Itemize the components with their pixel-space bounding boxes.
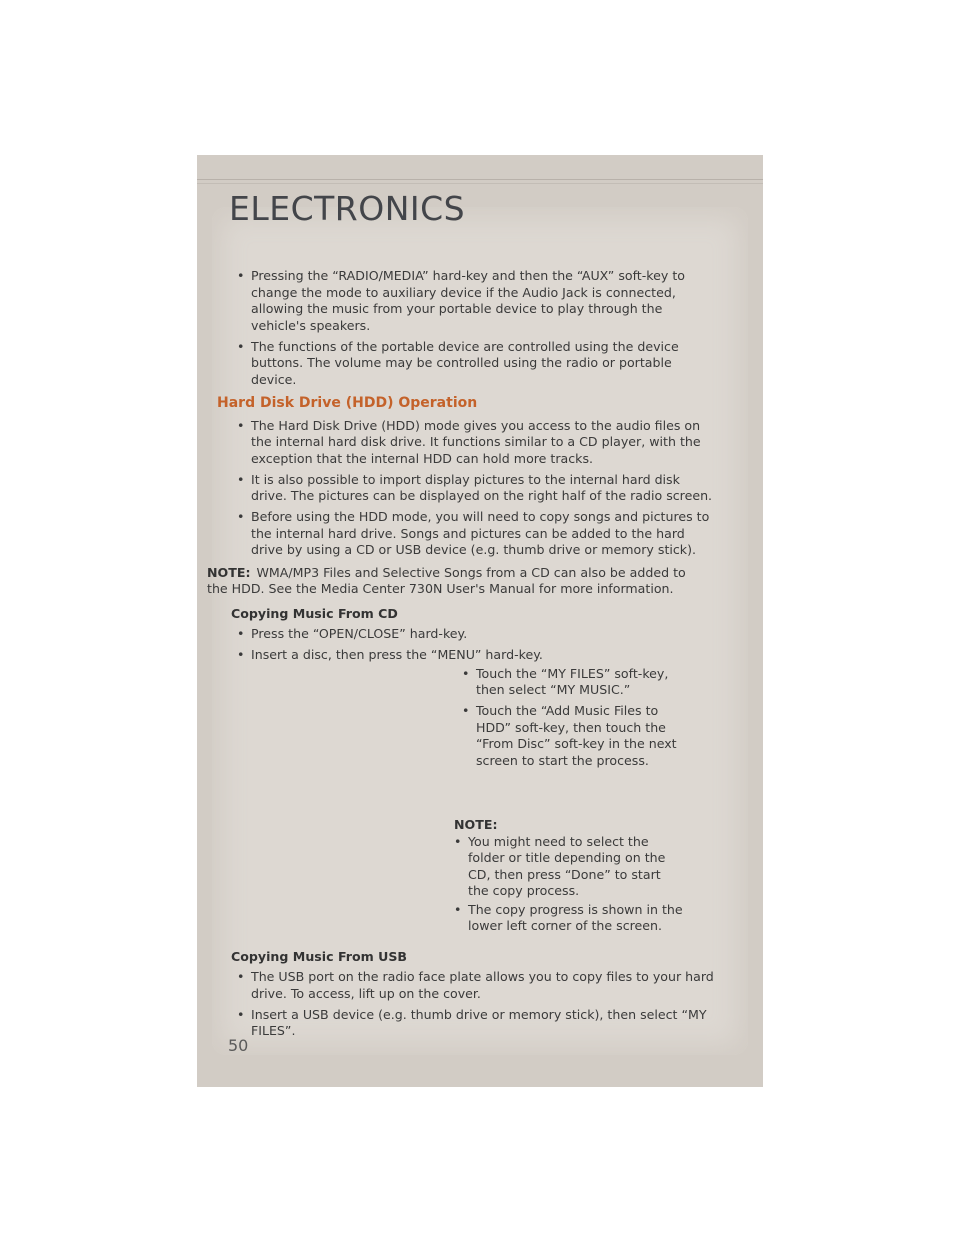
note-text: WMA/MP3 Files and Selective Songs from a CD can also be added to the HDD. See the Media Center 730N User's Manual for more information. [207, 564, 686, 596]
list-item: • Press the “OPEN/CLOSE” hard-key. [229, 626, 719, 643]
header-rule-secondary [197, 183, 763, 184]
copy-usb-heading: Copying Music From USB [231, 948, 408, 964]
list-item: • Before using the HDD mode, you will need to copy songs and pictures to the internal hard drive. Songs and pictures can be added to the hard drive by using a CD or USB device (e.g. thumb drive or memory stick). [229, 509, 719, 559]
hdd-heading: Hard Disk Drive (HDD) Operation [217, 395, 478, 411]
list-item: • The USB port on the radio face plate allows you to copy files to your hard drive. To access, lift up on the cover. [229, 969, 719, 1002]
list-item: • Insert a USB device (e.g. thumb drive or memory stick), then select “MY FILES”. [229, 1007, 719, 1040]
header-rule [197, 179, 763, 180]
list-item: • The copy progress is shown in the lower left corner of the screen. [454, 902, 684, 935]
note-label: NOTE: [207, 564, 251, 580]
list-item: • You might need to select the folder or title depending on the CD, then press “Done” to start the copy process. [454, 834, 684, 900]
copy-cd-note [454, 817, 684, 935]
copy-cd-heading: Copying Music From CD [231, 605, 398, 621]
list-item: • Touch the “Add Music Files to HDD” soft-key, then touch the “From Disc” soft-key in the next screen to start the process. [454, 703, 684, 769]
list-item: • Insert a disc, then press the “MENU” hard-key. [229, 647, 719, 664]
hdd-note [207, 565, 697, 598]
copy-cd-bullet-list [229, 626, 719, 664]
copy-cd-right-column [454, 666, 684, 770]
list-item: • The functions of the portable device are controlled using the device buttons. The volume may be controlled using the radio or portable device. [229, 339, 719, 389]
copy-cd-steps-list [454, 666, 684, 770]
note-label: NOTE: [454, 817, 498, 832]
copy-cd-note-list [454, 834, 684, 935]
list-item: • Touch the “MY FILES” soft-key, then select “MY MUSIC.” [454, 666, 684, 699]
section-title: ELECTRONICS [229, 189, 466, 228]
list-item: • Pressing the “RADIO/MEDIA” hard-key and then the “AUX” soft-key to change the mode to auxiliary device if the Audio Jack is connected, allowing the music from your portable device to play through the vehicle's speakers. [229, 268, 719, 334]
hdd-bullet-list [229, 418, 719, 559]
page-number: 50 [228, 1036, 249, 1055]
list-item: • It is also possible to import display pictures to the internal hard disk drive. The pictures can be displayed on the right half of the radio screen. [229, 472, 719, 505]
intro-bullet-list [229, 268, 719, 388]
list-item: • The Hard Disk Drive (HDD) mode gives you access to the audio files on the internal hard disk drive. It functions similar to a CD player, with the exception that the internal HDD can hold more tracks. [229, 418, 719, 468]
copy-usb-bullet-list [229, 969, 719, 1040]
page-content [207, 268, 719, 1044]
